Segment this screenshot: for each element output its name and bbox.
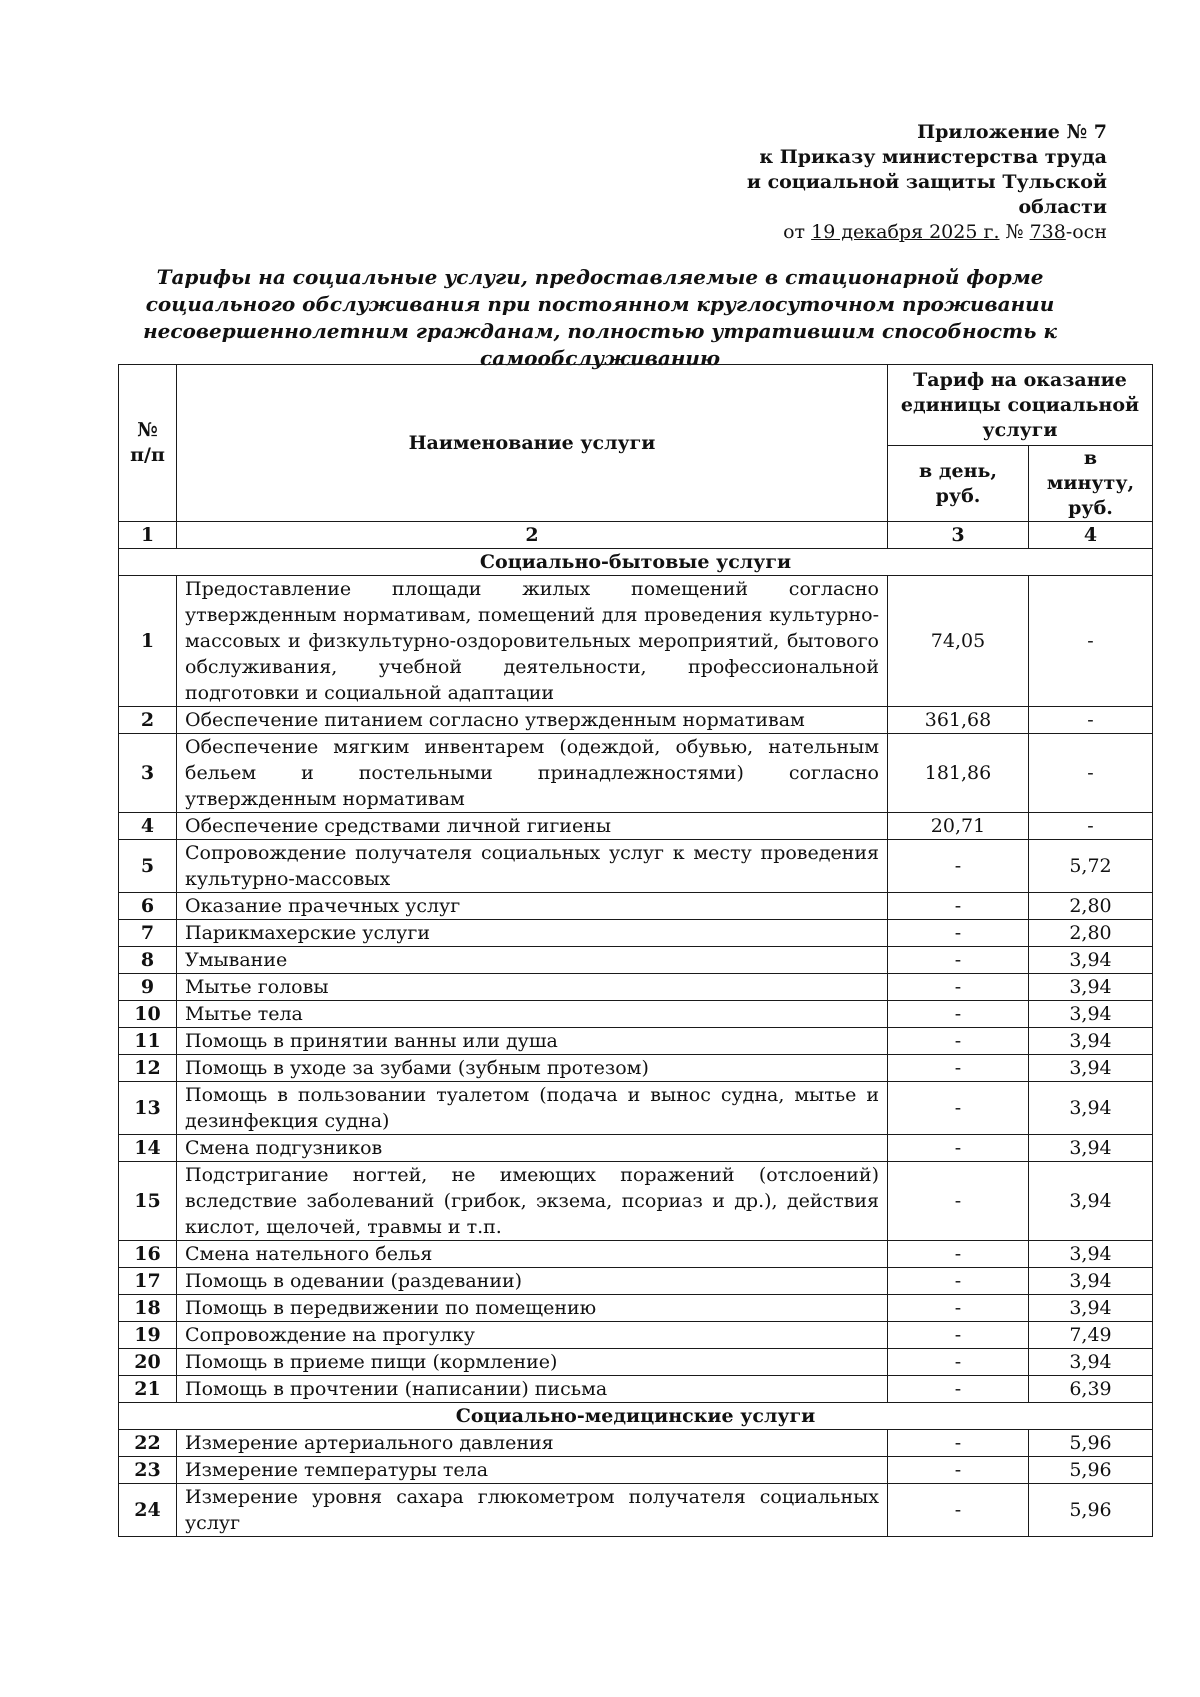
section-row	[119, 1403, 1153, 1430]
service-name: Мытье головы	[177, 974, 888, 1001]
service-name: Предоставление площади жилых помещений согласно утвержденным нормативам, помещений для проведения культурно-массовых и физкультурно-оздоровительных мероприятий, бытового обслуживания, учебной деятельности, профессиональной подготовки и социальной адаптации	[177, 576, 888, 707]
table-row	[119, 1322, 1153, 1349]
table-row	[119, 1457, 1153, 1484]
service-name: Обеспечение питанием согласно утвержденным нормативам	[177, 707, 888, 734]
table-row	[119, 1162, 1153, 1241]
table-row	[119, 1082, 1153, 1135]
column-header-per-minute: в минуту, руб.	[1029, 446, 1153, 522]
tariff-per-day: -	[888, 1135, 1029, 1162]
row-number: 10	[119, 1001, 177, 1028]
appendix-number: Приложение № 7	[917, 121, 1107, 143]
service-name: Сопровождение на прогулку	[177, 1322, 888, 1349]
column-number: 3	[888, 522, 1029, 549]
service-name: Парикмахерские услуги	[177, 920, 888, 947]
appendix-header	[747, 120, 1107, 245]
service-name: Помощь в прочтении (написании) письма	[177, 1376, 888, 1403]
column-numbers-row	[119, 522, 1153, 549]
appendix-region-line: области	[1018, 196, 1107, 218]
row-number: 22	[119, 1430, 177, 1457]
row-number: 7	[119, 920, 177, 947]
service-name: Помощь в передвижении по помещению	[177, 1295, 888, 1322]
tariff-per-day: -	[888, 1241, 1029, 1268]
tariff-per-minute: 5,96	[1029, 1484, 1153, 1537]
appendix-ministry-line: и социальной защиты Тульской	[746, 171, 1107, 193]
column-number: 2	[177, 522, 888, 549]
tariff-per-day: -	[888, 1268, 1029, 1295]
table-row	[119, 1349, 1153, 1376]
tariff-per-day: -	[888, 1055, 1029, 1082]
row-number: 6	[119, 893, 177, 920]
tariff-per-minute: 3,94	[1029, 974, 1153, 1001]
column-header-number: № п/п	[119, 365, 177, 522]
tariffs-table	[118, 364, 1153, 1537]
tariff-per-day: -	[888, 974, 1029, 1001]
service-name: Обеспечение средствами личной гигиены	[177, 813, 888, 840]
column-number: 1	[119, 522, 177, 549]
column-header-name: Наименование услуги	[177, 365, 888, 522]
row-number: 2	[119, 707, 177, 734]
service-name: Смена нательного белья	[177, 1241, 888, 1268]
table-header	[119, 365, 1153, 549]
tariff-per-minute: 5,96	[1029, 1430, 1153, 1457]
service-name: Измерение температуры тела	[177, 1457, 888, 1484]
row-number: 8	[119, 947, 177, 974]
tariff-per-day: -	[888, 1484, 1029, 1537]
row-number: 17	[119, 1268, 177, 1295]
tariff-per-day: 74,05	[888, 576, 1029, 707]
section-title: Социально-бытовые услуги	[119, 549, 1153, 576]
table-row	[119, 1268, 1153, 1295]
table-row	[119, 893, 1153, 920]
table-row	[119, 576, 1153, 707]
tariff-per-minute: 3,94	[1029, 1268, 1153, 1295]
date-prefix: от	[783, 221, 812, 243]
tariff-per-day: 20,71	[888, 813, 1029, 840]
row-number: 13	[119, 1082, 177, 1135]
tariff-per-day: -	[888, 1430, 1029, 1457]
row-number: 21	[119, 1376, 177, 1403]
tariff-per-day: 181,86	[888, 734, 1029, 813]
service-name: Сопровождение получателя социальных услуг к месту проведения культурно-массовых	[177, 840, 888, 893]
tariff-per-minute: 3,94	[1029, 1349, 1153, 1376]
tariff-per-minute: 7,49	[1029, 1322, 1153, 1349]
tariff-per-day: -	[888, 1457, 1029, 1484]
tariff-per-day: -	[888, 1295, 1029, 1322]
row-number: 23	[119, 1457, 177, 1484]
tariff-per-minute: 3,94	[1029, 1028, 1153, 1055]
row-number: 24	[119, 1484, 177, 1537]
table-body	[119, 549, 1153, 1537]
row-number: 1	[119, 576, 177, 707]
service-name: Помощь в приеме пищи (кормление)	[177, 1349, 888, 1376]
tariff-per-day: -	[888, 1001, 1029, 1028]
row-number: 19	[119, 1322, 177, 1349]
service-name: Мытье тела	[177, 1001, 888, 1028]
service-name: Обеспечение мягким инвентарем (одеждой, обувью, нательным бельем и постельными принадлежностями) согласно утвержденным нормативам	[177, 734, 888, 813]
table-row	[119, 1028, 1153, 1055]
service-name: Измерение уровня сахара глюкометром получателя социальных услуг	[177, 1484, 888, 1537]
tariff-per-day: -	[888, 1376, 1029, 1403]
tariff-per-minute: 3,94	[1029, 947, 1153, 974]
appendix-order-line: к Приказу министерства труда	[759, 146, 1107, 168]
service-name: Подстригание ногтей, не имеющих поражений (отслоений) вследствие заболеваний (грибок, экзема, псориаз и др.), действия кислот, щелочей, травмы и т.п.	[177, 1162, 888, 1241]
row-number: 4	[119, 813, 177, 840]
tariff-per-day: -	[888, 893, 1029, 920]
tariff-per-day: -	[888, 1162, 1029, 1241]
tariff-per-minute: -	[1029, 576, 1153, 707]
tariff-per-day: -	[888, 920, 1029, 947]
table-row	[119, 1430, 1153, 1457]
tariff-per-minute: 3,94	[1029, 1241, 1153, 1268]
table-row	[119, 734, 1153, 813]
table-row	[119, 920, 1153, 947]
service-name: Смена подгузников	[177, 1135, 888, 1162]
tariff-per-day: 361,68	[888, 707, 1029, 734]
table-row	[119, 1376, 1153, 1403]
table-row	[119, 947, 1153, 974]
service-name: Помощь в одевании (раздевании)	[177, 1268, 888, 1295]
number-prefix: №	[999, 221, 1030, 243]
tariff-per-day: -	[888, 1349, 1029, 1376]
service-name: Помощь в уходе за зубами (зубным протезом)	[177, 1055, 888, 1082]
tariff-per-minute: -	[1029, 734, 1153, 813]
tariff-per-minute: 3,94	[1029, 1135, 1153, 1162]
service-name: Умывание	[177, 947, 888, 974]
row-number: 18	[119, 1295, 177, 1322]
tariff-per-minute: 5,96	[1029, 1457, 1153, 1484]
tariff-per-minute: 3,94	[1029, 1001, 1153, 1028]
row-number: 20	[119, 1349, 177, 1376]
table-row	[119, 707, 1153, 734]
service-name: Измерение артериального давления	[177, 1430, 888, 1457]
section-row	[119, 549, 1153, 576]
row-number: 11	[119, 1028, 177, 1055]
row-number: 3	[119, 734, 177, 813]
column-number: 4	[1029, 522, 1153, 549]
column-header-tariff: Тариф на оказание единицы социальной услуги	[888, 365, 1153, 446]
table-row	[119, 1484, 1153, 1537]
table-row	[119, 840, 1153, 893]
tariff-per-day: -	[888, 1028, 1029, 1055]
table-row	[119, 1055, 1153, 1082]
tariff-per-minute: 6,39	[1029, 1376, 1153, 1403]
row-number: 12	[119, 1055, 177, 1082]
tariff-per-minute: 3,94	[1029, 1295, 1153, 1322]
tariff-per-minute: 3,94	[1029, 1055, 1153, 1082]
order-date: 19 декабря 2025 г.	[811, 221, 1000, 243]
service-name: Оказание прачечных услуг	[177, 893, 888, 920]
row-number: 16	[119, 1241, 177, 1268]
tariff-per-day: -	[888, 1322, 1029, 1349]
column-header-per-day: в день, руб.	[888, 446, 1029, 522]
tariff-per-day: -	[888, 1082, 1029, 1135]
order-number: 738	[1029, 221, 1066, 243]
tariff-per-day: -	[888, 947, 1029, 974]
row-number: 14	[119, 1135, 177, 1162]
row-number: 15	[119, 1162, 177, 1241]
table-row	[119, 1241, 1153, 1268]
table-row	[119, 1295, 1153, 1322]
tariff-per-minute: 3,94	[1029, 1082, 1153, 1135]
tariff-per-minute: 3,94	[1029, 1162, 1153, 1241]
document-title: Тарифы на социальные услуги, предоставляемые в стационарной форме социального обслуживания при постоянном круглосуточном проживании несовершеннолетним гражданам, полностью утратившим способность к самообслуживанию	[143, 265, 1057, 370]
tariff-per-minute: -	[1029, 813, 1153, 840]
table-row	[119, 1001, 1153, 1028]
table-row	[119, 974, 1153, 1001]
tariff-per-minute: -	[1029, 707, 1153, 734]
row-number: 5	[119, 840, 177, 893]
tariff-per-minute: 2,80	[1029, 920, 1153, 947]
tariff-per-minute: 5,72	[1029, 840, 1153, 893]
tariff-per-day: -	[888, 840, 1029, 893]
table-row	[119, 813, 1153, 840]
table-row	[119, 1135, 1153, 1162]
tariff-per-minute: 2,80	[1029, 893, 1153, 920]
section-title: Социально-медицинские услуги	[119, 1403, 1153, 1430]
service-name: Помощь в пользовании туалетом (подача и вынос судна, мытье и дезинфекция судна)	[177, 1082, 888, 1135]
service-name: Помощь в принятии ванны или душа	[177, 1028, 888, 1055]
row-number: 9	[119, 974, 177, 1001]
appendix-date-line	[747, 220, 1107, 245]
number-suffix: -осн	[1065, 221, 1107, 243]
